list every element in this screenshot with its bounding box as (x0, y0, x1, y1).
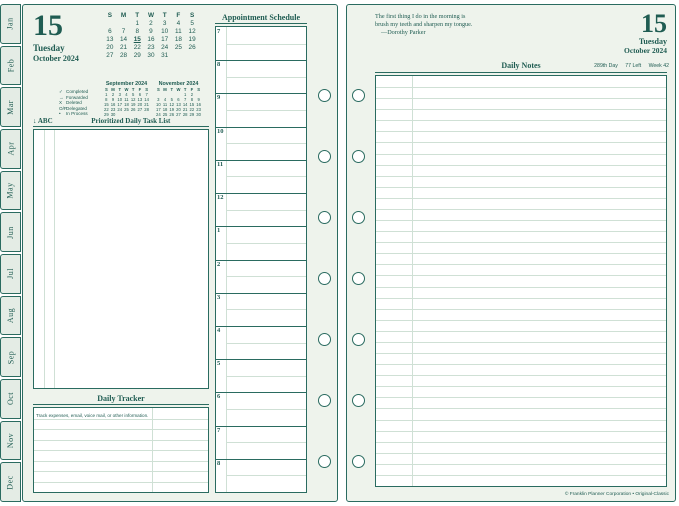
appointment-hour-label: 9 (217, 94, 221, 102)
month-tab-label: Nov (6, 432, 15, 449)
notes-row-line (376, 253, 666, 254)
adjacent-cal-weekday: W (124, 87, 129, 92)
adjacent-cal-day[interactable]: 13 (137, 97, 143, 102)
adjacent-cal-day[interactable]: 20 (137, 102, 143, 107)
date-block-left (33, 11, 103, 63)
notes-row-line (376, 87, 666, 88)
quote-attribution: —Dorothy Parker (381, 29, 426, 36)
month-tab-label: Aug (6, 307, 15, 324)
adjacent-cal-day[interactable]: 14 (144, 97, 149, 102)
mini-cal-empty (103, 19, 117, 27)
adjacent-cal-weekday: T (183, 87, 187, 92)
notes-row-line (376, 320, 666, 321)
page-footer: © Franklin Planner Corporation • Original-Classic (564, 492, 669, 497)
adjacent-cal-weekday: M (163, 87, 167, 92)
quote-line-2: brush my teeth and sharpen my tongue. (375, 21, 473, 28)
adjacent-cal-day[interactable]: 27 (137, 107, 143, 112)
adjacent-cal-day[interactable]: 6 (138, 92, 142, 97)
task-column-divider (44, 130, 45, 388)
legend-label: Delegated (66, 105, 87, 111)
mini-cal-day[interactable]: 15 (133, 35, 141, 43)
mini-cal-empty (185, 51, 199, 59)
adjacent-cal-day[interactable]: 3 (157, 97, 160, 102)
appointment-halfhour-line (226, 442, 306, 443)
mini-cal-day[interactable]: 9 (149, 27, 153, 35)
binder-ring (352, 394, 365, 407)
adjacent-cal-day[interactable]: 10 (156, 102, 161, 107)
mini-cal-day[interactable]: 13 (106, 35, 114, 43)
binder-ring (318, 89, 331, 102)
mini-cal-weekday: T (162, 11, 167, 19)
adjacent-cal-day[interactable]: 9 (111, 97, 115, 102)
mini-cal-day[interactable]: 7 (121, 27, 126, 35)
binder-ring (318, 333, 331, 346)
mini-cal-day[interactable]: 16 (147, 35, 155, 43)
adjacent-cal-day[interactable]: 16 (196, 102, 201, 107)
adjacent-cal-weekday: S (156, 87, 160, 92)
date-block-right (624, 11, 667, 55)
notes-row-line (376, 475, 666, 476)
adjacent-month-calendars (103, 81, 203, 117)
appointment-hour-label: 11 (217, 160, 224, 168)
appointment-hour-label: 8 (217, 459, 221, 467)
adjacent-cal-day[interactable]: 24 (156, 112, 161, 117)
notes-row-line (376, 331, 666, 332)
adjacent-cal-weekday: S (104, 87, 108, 92)
adjacent-cal-day[interactable]: 2 (190, 92, 194, 97)
binder-ring (318, 394, 331, 407)
legend-mark-icon: • (59, 111, 61, 116)
adjacent-cal-day[interactable]: 13 (176, 102, 181, 107)
appointment-hour-label: 12 (217, 194, 224, 202)
tracker-row-line (34, 419, 208, 420)
adjacent-cal-weekday: S (197, 87, 200, 92)
adjacent-cal-day[interactable]: 22 (189, 107, 195, 112)
adjacent-month-title: September 2024 (105, 81, 148, 87)
mini-cal-day[interactable]: 17 (161, 35, 169, 43)
daily-notes-grid[interactable] (375, 75, 667, 487)
month-tab-label: Dec (5, 474, 15, 490)
month-tab-oct[interactable] (0, 379, 21, 419)
appointment-halfhour-line (226, 409, 306, 410)
notes-row-line (376, 408, 666, 409)
month-tab-label: Jun (6, 225, 15, 239)
adjacent-cal-day[interactable]: 21 (144, 102, 149, 107)
adjacent-cal-day[interactable]: 21 (182, 107, 188, 112)
notes-row-line (376, 242, 666, 243)
adjacent-cal-day[interactable]: 9 (197, 97, 200, 102)
mini-cal-day[interactable]: 24 (161, 43, 169, 51)
mini-cal-weekday: S (189, 11, 195, 19)
daily-tracker-title: Daily Tracker (33, 394, 209, 405)
adjacent-cal-day[interactable]: 18 (162, 107, 168, 112)
appointment-hour-line (216, 93, 306, 94)
adjacent-cal-day[interactable]: 25 (162, 112, 168, 117)
notes-divider (375, 72, 667, 73)
legend-item (59, 111, 103, 117)
tracker-column-divider (152, 408, 153, 492)
mini-cal-day[interactable]: 8 (135, 27, 140, 35)
adjacent-cal-day[interactable]: 15 (189, 102, 195, 107)
quote-line-1: The first thing I do in the morning is (375, 13, 466, 20)
appointment-hour-line (216, 260, 306, 261)
legend-mark-icon: O/F (59, 105, 67, 111)
adjacent-cal-day[interactable]: 26 (169, 112, 175, 117)
appointment-halfhour-line (226, 475, 306, 476)
adjacent-cal-day[interactable]: 4 (125, 92, 128, 97)
notes-row-line (376, 131, 666, 132)
adjacent-cal-day[interactable]: 20 (176, 107, 181, 112)
adjacent-cal-day[interactable]: 1 (183, 92, 187, 97)
appointment-hour-line (216, 326, 306, 327)
adjacent-cal-day[interactable]: 11 (124, 97, 129, 102)
adjacent-month-calendar (155, 81, 202, 117)
adjacent-cal-weekday: W (176, 87, 181, 92)
adjacent-cal-day[interactable]: 7 (183, 97, 187, 102)
notes-row-line (376, 176, 666, 177)
notes-row-line (376, 386, 666, 387)
adjacent-cal-day[interactable]: 17 (156, 107, 161, 112)
month-tab-label: Jul (6, 268, 15, 280)
adjacent-cal-day[interactable]: 29 (189, 112, 195, 117)
adjacent-cal-day[interactable]: 26 (130, 107, 136, 112)
mini-cal-weekday: T (135, 11, 140, 19)
month-tab-label: Mar (5, 99, 15, 115)
appointment-halfhour-line (226, 309, 306, 310)
binder-rings-right (347, 5, 371, 503)
month-tab-label: May (5, 182, 15, 199)
adjacent-cal-weekday: F (190, 87, 194, 92)
notes-row-line (376, 364, 666, 365)
appointment-halfhour-line (226, 276, 306, 277)
tracker-row-line (34, 461, 208, 462)
legend-mark-icon: → (59, 94, 64, 100)
adjacent-cal-day[interactable]: 25 (124, 107, 129, 112)
appointment-hour-label: 4 (217, 326, 221, 334)
month-tab-strip (0, 0, 22, 506)
notes-row-line (376, 464, 666, 465)
binder-ring (352, 89, 365, 102)
mini-cal-day[interactable]: 23 (147, 43, 155, 51)
tracker-row-line (34, 471, 208, 472)
adjacent-cal-day[interactable]: 10 (117, 97, 123, 102)
appointment-hour-label: 3 (217, 293, 221, 301)
daily-tracker-hint: Track expenses, email, voice mail, or other information. (36, 413, 149, 418)
appointment-schedule-grid[interactable] (215, 26, 307, 493)
appointment-hour-line (216, 193, 306, 194)
adjacent-cal-weekday: T (131, 87, 135, 92)
mini-cal-weekday: S (107, 11, 112, 19)
appointment-hour-label: 10 (217, 127, 224, 135)
adjacent-cal-weekday: S (145, 87, 148, 92)
month-tab-jun[interactable] (0, 212, 21, 252)
mini-cal-weekday: W (147, 11, 154, 19)
adjacent-cal-day[interactable]: 4 (163, 97, 167, 102)
mini-cal-weekday: F (176, 11, 181, 19)
task-column-divider (54, 130, 55, 388)
month-tab-label: Oct (6, 392, 15, 406)
month-tab-label: Jan (5, 17, 15, 30)
appointment-hour-line (216, 359, 306, 360)
binder-rings-left (313, 5, 337, 503)
adjacent-cal-day[interactable]: 14 (182, 102, 188, 107)
legend-label: In Process (66, 111, 88, 116)
tracker-row-line (34, 450, 208, 451)
week-number: Week 42 (648, 63, 669, 69)
notes-row-line (376, 120, 666, 121)
daily-notes-title: Daily Notes (501, 61, 541, 70)
mini-cal-day[interactable]: 10 (161, 27, 169, 35)
adjacent-cal-weekday: M (111, 87, 115, 92)
appointment-hour-label: 8 (217, 61, 221, 69)
month-tab-jan[interactable] (0, 4, 21, 44)
notes-row-line (376, 309, 666, 310)
appointment-hour-line (216, 426, 306, 427)
appointment-hour-line (216, 392, 306, 393)
legend-mark-icon: X (59, 100, 63, 105)
notes-row-line (376, 375, 666, 376)
notes-row-line (376, 431, 666, 432)
adjacent-cal-day[interactable]: 23 (110, 107, 116, 112)
mini-cal-day[interactable]: 29 (133, 51, 141, 59)
mini-cal-day[interactable]: 3 (162, 19, 167, 27)
mini-cal-empty (117, 19, 131, 27)
adjacent-cal-day[interactable]: 28 (182, 112, 188, 117)
adjacent-cal-day[interactable]: 6 (177, 97, 180, 102)
task-list-header (33, 117, 209, 127)
month-tab-nov[interactable] (0, 421, 21, 461)
binder-ring (352, 272, 365, 285)
mini-cal-day[interactable]: 2 (149, 19, 153, 27)
prioritized-daily-task-list[interactable] (33, 129, 209, 389)
adjacent-cal-day[interactable]: 23 (196, 107, 201, 112)
mini-cal-day[interactable]: 1 (135, 19, 140, 27)
mini-cal-day[interactable]: 19 (188, 35, 196, 43)
adjacent-cal-day[interactable]: 8 (190, 97, 194, 102)
adjacent-cal-weekday: T (118, 87, 122, 92)
month-tab-label: Apr (5, 141, 15, 156)
mini-cal-day[interactable]: 28 (120, 51, 128, 59)
right-page (346, 4, 676, 502)
notes-row-line (376, 220, 666, 221)
adjacent-cal-day[interactable]: 5 (131, 92, 135, 97)
left-page (22, 4, 338, 502)
adjacent-cal-day[interactable]: 30 (196, 112, 201, 117)
mini-cal-day[interactable]: 12 (188, 27, 196, 35)
daily-quote (375, 13, 545, 37)
mini-cal-day[interactable]: 5 (190, 19, 194, 27)
mini-cal-day[interactable]: 31 (161, 51, 169, 59)
notes-row-line (376, 342, 666, 343)
month-tab-mar[interactable] (0, 87, 21, 127)
notes-row-line (376, 231, 666, 232)
appointment-hour-line (216, 60, 306, 61)
notes-row-line (376, 298, 666, 299)
adjacent-cal-day[interactable]: 22 (104, 107, 109, 112)
notes-row-line (376, 142, 666, 143)
appointment-hour-line (216, 459, 306, 460)
appointment-halfhour-line (226, 110, 306, 111)
legend-label: Forwarded (66, 94, 88, 100)
date-weekday: Tuesday (33, 43, 65, 53)
legend-label: Deleted (66, 100, 82, 105)
adjacent-cal-weekday: T (170, 87, 174, 92)
adjacent-cal-day[interactable]: 15 (104, 102, 109, 107)
adjacent-cal-day[interactable]: 11 (162, 102, 168, 107)
adjacent-cal-day[interactable]: 7 (145, 92, 148, 97)
adjacent-cal-weekday: F (138, 87, 142, 92)
day-of-year: 289th Day (594, 63, 618, 69)
notes-row-line (376, 275, 666, 276)
notes-row-line (376, 198, 666, 199)
month-tab-label: Sep (6, 350, 15, 364)
notes-row-line (376, 420, 666, 421)
mini-cal-day[interactable]: 14 (120, 35, 128, 43)
appointment-hour-label: 2 (217, 260, 221, 268)
adjacent-cal-day[interactable]: 12 (169, 102, 175, 107)
tracker-row-line (34, 440, 208, 441)
appointment-hour-label: 7 (217, 426, 221, 434)
adjacent-cal-day[interactable]: 3 (118, 92, 121, 97)
task-status-legend (59, 89, 103, 117)
appointment-halfhour-line (226, 143, 306, 144)
binder-ring (318, 150, 331, 163)
tracker-row-line (34, 482, 208, 483)
days-left: 77 Left (625, 63, 642, 69)
appointment-hour-line (216, 293, 306, 294)
abc-priority-label: ↓ ABC (33, 117, 53, 125)
mini-cal-day[interactable]: 26 (188, 43, 196, 51)
notes-row-line (376, 165, 666, 166)
mini-cal-day[interactable]: 11 (175, 27, 182, 35)
adjacent-month-title: November 2024 (158, 81, 199, 87)
adjacent-cal-day[interactable]: 19 (169, 107, 175, 112)
notes-row-line (376, 209, 666, 210)
appointment-hour-line (216, 160, 306, 161)
mini-cal-day[interactable]: 18 (174, 35, 182, 43)
month-tab-aug[interactable] (0, 296, 21, 336)
mini-cal-empty (172, 51, 186, 59)
binder-ring (352, 455, 365, 468)
notes-row-line (376, 109, 666, 110)
adjacent-cal-day[interactable]: 17 (117, 102, 123, 107)
mini-calendar-current-month (103, 11, 199, 59)
month-tab-jul[interactable] (0, 254, 21, 294)
appointment-hour-label: 1 (217, 227, 221, 235)
adjacent-cal-day[interactable]: 2 (111, 92, 115, 97)
adjacent-cal-day[interactable]: 28 (144, 107, 149, 112)
appointment-halfhour-line (226, 44, 306, 45)
appointment-hour-label: 7 (217, 28, 221, 35)
month-tab-may[interactable] (0, 171, 21, 211)
month-tab-dec[interactable] (0, 462, 21, 502)
right-date-weekday: Tuesday (638, 37, 667, 46)
adjacent-month-calendar (103, 81, 150, 117)
notes-row-line (376, 154, 666, 155)
appointment-hour-line (216, 226, 306, 227)
month-tab-sep[interactable] (0, 337, 21, 377)
adjacent-cal-day[interactable]: 19 (130, 102, 136, 107)
mini-cal-weekday: M (120, 11, 127, 19)
mini-cal-day[interactable]: 25 (174, 43, 182, 51)
legend-mark-icon: ✓ (59, 89, 63, 94)
mini-cal-day[interactable]: 27 (106, 51, 114, 59)
binder-ring (352, 150, 365, 163)
appointment-hour-label: 5 (217, 360, 221, 368)
legend-label: Completed (66, 89, 89, 94)
binder-ring (318, 455, 331, 468)
binder-ring (318, 272, 331, 285)
adjacent-cal-day[interactable]: 12 (130, 97, 136, 102)
notes-row-line (376, 453, 666, 454)
appointment-halfhour-line (226, 376, 306, 377)
notes-row-line (376, 287, 666, 288)
mini-cal-day[interactable]: 22 (133, 43, 141, 51)
notes-row-line (376, 442, 666, 443)
appointment-halfhour-line (226, 176, 306, 177)
adjacent-cal-day[interactable]: 5 (170, 97, 173, 102)
prioritized-task-list-title: Prioritized Daily Task List (91, 117, 171, 125)
binder-ring (318, 211, 331, 224)
adjacent-cal-day[interactable]: 8 (105, 97, 108, 102)
date-month-year: October 2024 (33, 54, 79, 63)
notes-row-line (376, 264, 666, 265)
adjacent-cal-day[interactable]: 27 (176, 112, 181, 117)
month-tab-label: Feb (6, 58, 15, 73)
appointment-hour-line (216, 127, 306, 128)
binder-ring (352, 211, 365, 224)
appointment-halfhour-line (226, 77, 306, 78)
tracker-row-line (34, 429, 208, 430)
notes-row-line (376, 397, 666, 398)
binder-ring (352, 333, 365, 346)
adjacent-cal-day[interactable]: 1 (105, 92, 108, 97)
mini-cal-day[interactable]: 30 (147, 51, 155, 59)
adjacent-cal-day[interactable]: 29 (104, 112, 109, 117)
adjacent-cal-day[interactable]: 18 (124, 102, 129, 107)
mini-cal-day[interactable]: 4 (176, 19, 181, 27)
mini-cal-day[interactable]: 21 (120, 43, 128, 51)
appointment-hour-label: 6 (217, 393, 221, 401)
adjacent-cal-day[interactable]: 16 (110, 102, 116, 107)
month-tab-feb[interactable] (0, 46, 21, 86)
adjacent-cal-day[interactable]: 24 (117, 107, 123, 112)
appointment-halfhour-line (226, 343, 306, 344)
adjacent-cal-day[interactable]: 30 (110, 112, 116, 117)
mini-cal-day[interactable]: 20 (106, 43, 114, 51)
daily-tracker-grid[interactable] (33, 407, 209, 493)
right-date-month-year: October 2024 (624, 46, 667, 55)
appointment-halfhour-line (226, 243, 306, 244)
notes-row-line (376, 187, 666, 188)
appointment-schedule-title: Appointment Schedule (215, 13, 307, 24)
month-tab-apr[interactable] (0, 129, 21, 169)
notes-margin-line (412, 76, 413, 486)
notes-row-line (376, 98, 666, 99)
notes-row-line (376, 353, 666, 354)
right-date-day-number: 15 (641, 9, 667, 38)
date-day-number: 15 (33, 9, 63, 42)
daily-notes-meta (588, 63, 669, 69)
appointment-halfhour-line (226, 210, 306, 211)
mini-cal-day[interactable]: 6 (108, 27, 112, 35)
